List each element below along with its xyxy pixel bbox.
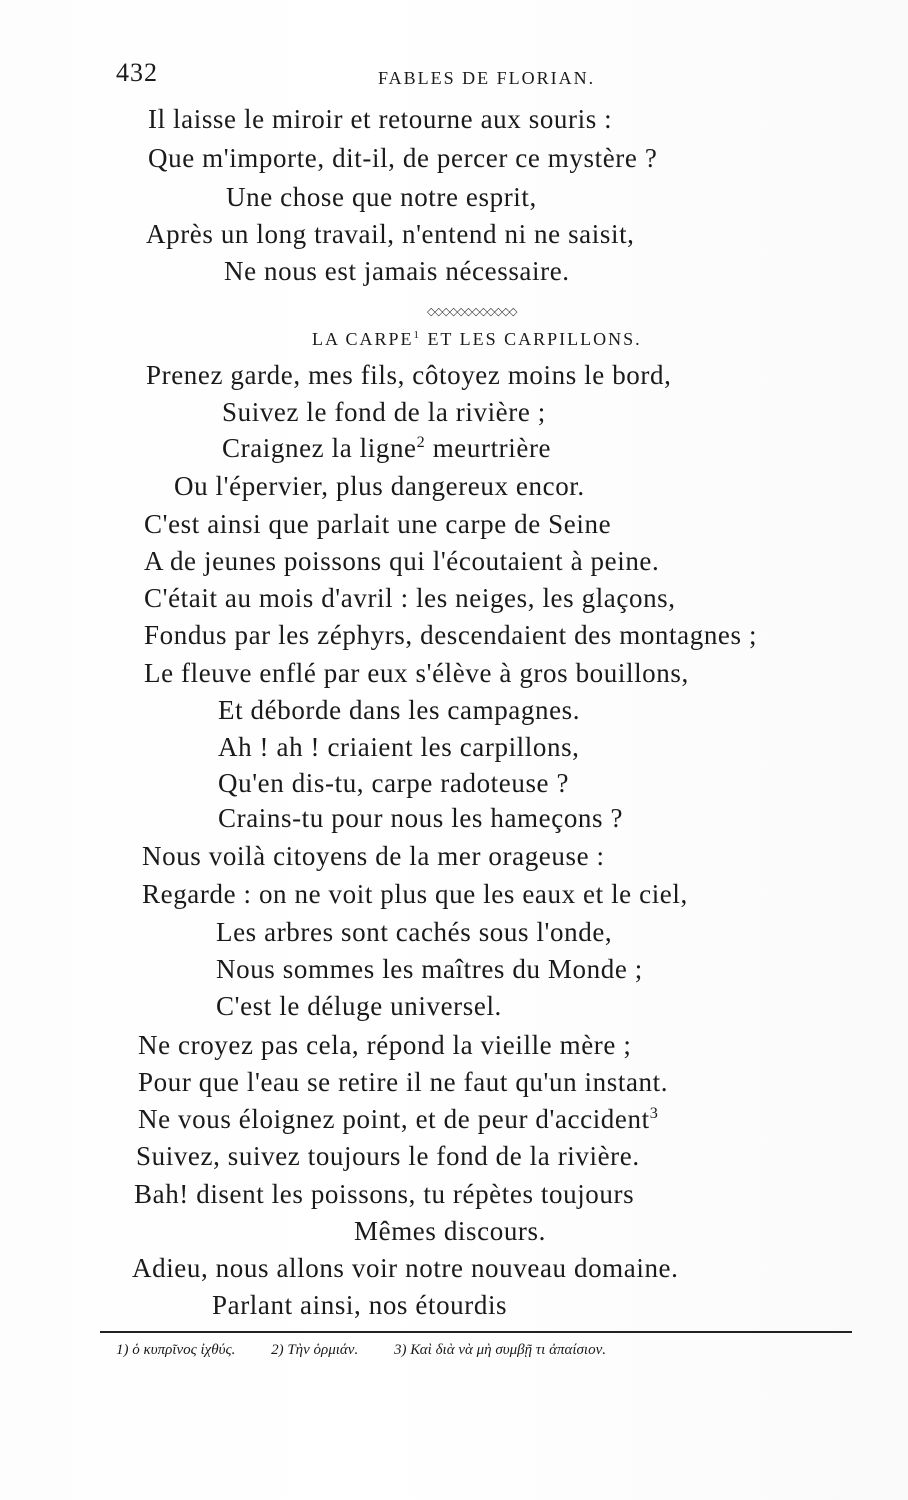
section-ornament: ◇◇◇◇◇◇◇◇◇◇◇◇ [427, 305, 517, 318]
fable-title-text: LA CARPE [312, 329, 414, 349]
footnotes [116, 1342, 606, 1359]
fable-line: C'était au mois d'avril : les neiges, les glaçons, [144, 583, 676, 613]
poem-line: Ne nous est jamais nécessaire. [224, 256, 570, 286]
fable-line-text: Craignez la ligne [222, 433, 417, 463]
poem-line: Que m'importe, dit-il, de percer ce mystère ? [148, 143, 658, 173]
fable-line-text: Ne vous éloignez point, et de peur d'accident [138, 1104, 650, 1134]
fable-line: Parlant ainsi, nos étourdis [212, 1290, 508, 1320]
footnote-text: Τὴν ὁρμιάν. [287, 1342, 359, 1358]
fable-line: Nous voilà citoyens de la mer orageuse : [142, 841, 605, 871]
fable-line: Suivez, suivez toujours le fond de la rivière. [136, 1141, 640, 1171]
fable-line: Crains-tu pour nous les hameçons ? [218, 803, 624, 833]
fable-line: A de jeunes poissons qui l'écoutaient à peine. [144, 546, 660, 576]
fable-line: Pour que l'eau se retire il ne faut qu'un instant. [138, 1067, 669, 1097]
fable-line [138, 1104, 658, 1135]
footnote-text: ὁ κυπρῖνος ἰχθύς. [132, 1342, 236, 1358]
fable-line: C'est ainsi que parlait une carpe de Seine [144, 509, 612, 539]
poem-line: Après un long travail, n'entend ni ne saisit, [146, 219, 635, 249]
fable-line: Fondus par les zéphyrs, descendaient des montagnes ; [144, 620, 758, 650]
footnote-ref: 3 [649, 1104, 659, 1122]
footnote-mark: 2) [271, 1342, 284, 1358]
fable-line: Le fleuve enflé par eux s'élève à gros bouillons, [144, 658, 689, 688]
fable-line: Nous sommes les maîtres du Monde ; [216, 954, 643, 984]
fable-line: Ne croyez pas cela, répond la vieille mère ; [138, 1030, 632, 1060]
fable-title [312, 329, 642, 350]
fable-line: Ou l'épervier, plus dangereux encor. [174, 471, 585, 501]
footnote-mark: 3) [393, 1342, 407, 1358]
fable-line: Suivez le fond de la rivière ; [222, 397, 546, 427]
footnote-2 [271, 1342, 358, 1359]
footnote-ref: 1 [413, 329, 421, 341]
footnote-1 [116, 1342, 235, 1359]
fable-line: Les arbres sont cachés sous l'onde, [216, 917, 613, 947]
poem-line: Il laisse le miroir et retourne aux souris : [148, 104, 613, 134]
fable-line: Regarde : on ne voit plus que les eaux et le ciel, [142, 879, 688, 909]
running-head: FABLES DE FLORIAN. [378, 68, 596, 88]
footnote-3 [394, 1342, 606, 1359]
footnote-rule [100, 1331, 852, 1333]
fable-line-text: meurtrière [425, 433, 552, 463]
fable-line: C'est le déluge universel. [216, 991, 502, 1021]
fable-line: Adieu, nous allons voir notre nouveau domaine. [132, 1253, 679, 1283]
footnote-text: Καὶ διὰ νὰ μὴ συμβῇ τι ἀπαίσιον. [410, 1342, 606, 1358]
fable-line: Ah ! ah ! criaient les carpillons, [218, 732, 580, 762]
fable-line: Mêmes discours. [354, 1216, 546, 1246]
fable-line [222, 433, 551, 464]
fable-line: Bah! disent les poissons, tu répètes toujours [134, 1179, 635, 1209]
fable-line: Prenez garde, mes fils, côtoyez moins le bord, [146, 360, 672, 390]
footnote-ref: 2 [416, 433, 426, 451]
fable-line: Qu'en dis-tu, carpe radoteuse ? [218, 768, 570, 798]
fable-line: Et déborde dans les campagnes. [218, 695, 581, 725]
poem-line: Une chose que notre esprit, [226, 182, 537, 212]
footnote-mark: 1) [116, 1342, 129, 1358]
page-number: 432 [116, 58, 158, 87]
fable-title-text: ET LES CARPILLONS. [420, 329, 642, 349]
